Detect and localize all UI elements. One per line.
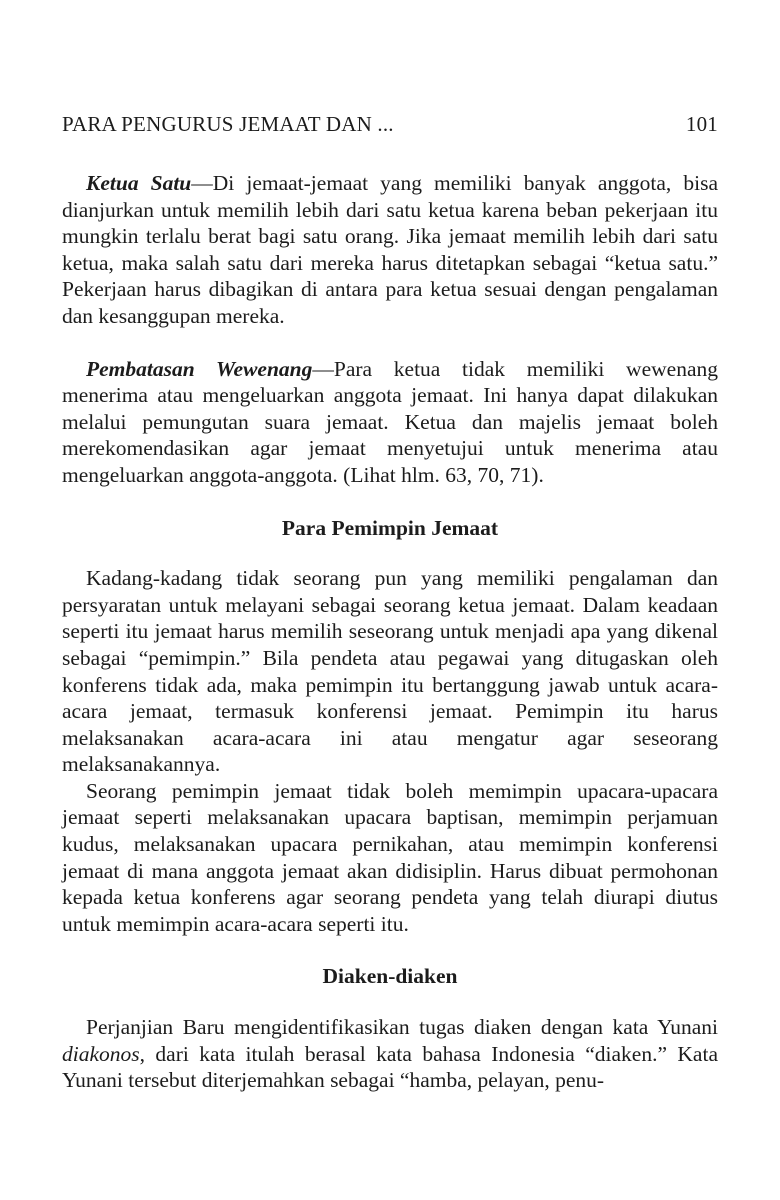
term-pembatasan-wewenang: Pembatasan Wewenang bbox=[86, 356, 313, 381]
paragraph-pembatasan-text: —Para ketua tidak memiliki wewenang menerima atau mengeluarkan anggota jemaat. Ini hanya dapat dilakukan melalui pemungutan suara jemaat. Ketua dan majelis jemaat boleh merekomendasikan agar jemaat menyetujui untuk menerima atau mengeluarkan anggota-anggota. (Lihat hlm. 63, 70, 71). bbox=[62, 356, 718, 487]
paragraph-ketua-satu-text: —Di jemaat-jemaat yang memiliki banyak anggota, bisa dianjurkan untuk memilih lebih dari satu ketua karena beban pekerjaan itu mungkin terlalu berat bagi satu orang. Jika jemaat memilih lebih dari satu ketua, maka salah satu dari mereka harus ditetapkan sebagai “ketua satu.” Pekerjaan harus dibagikan di antara para ketua sesuai dengan pengalaman dan kesanggupan mereka. bbox=[62, 171, 719, 328]
section-heading-pemimpin: Para Pemimpin Jemaat bbox=[281, 515, 499, 540]
section-heading-diaken: Diaken-diaken bbox=[322, 964, 458, 989]
paragraph-diaken-1 bbox=[62, 1014, 718, 1094]
running-header bbox=[62, 112, 718, 137]
running-header-title: PARA PENGURUS JEMAAT DAN ... bbox=[62, 112, 394, 136]
book-page bbox=[62, 112, 718, 1094]
paragraph-ketua-satu bbox=[62, 170, 718, 330]
term-diakonos: diakonos bbox=[62, 1041, 140, 1066]
paragraph-pemimpin-2: Seorang pemimpin jemaat tidak boleh memimpin upacara-upacara jemaat seperti melaksanakan upacara baptisan, memimpin perjamuan kudus, melaksanakan upacara pernikahan, atau memimpin konferensi jemaat di mana anggota jemaat akan didisiplin. Harus dibuat permohonan kepada ketua konferens agar seorang pendeta yang telah diurapi diutus untuk memimpin acara-acara seperti itu. bbox=[62, 778, 718, 936]
paragraph-diaken-text-a: Perjanjian Baru mengidentifikasikan tugas diaken dengan kata Yunani bbox=[86, 1015, 718, 1040]
paragraph-pemimpin-1: Kadang-kadang tidak seorang pun yang memiliki pengalaman dan persyaratan untuk melayani sebagai seorang ketua jemaat. Dalam keadaan seperti itu jemaat harus memilih seseorang untuk menjadi apa yang dikenal sebagai “pemimpin.” Bila pendeta atau pegawai yang ditugaskan oleh konferens tidak ada, maka pemimpin itu bertanggung jawab untuk acara-acara jemaat, termasuk konferensi jemaat. Pemimpin itu harus melaksanakan acara-acara ini atau mengatur agar seseorang melaksanakannya. bbox=[62, 566, 718, 777]
paragraph-diaken-text-b: , dari kata itulah berasal kata bahasa Indonesia “diaken.” Kata Yunani tersebut diterjemahkan sebagai “hamba, pelayan, penu- bbox=[62, 1041, 718, 1093]
term-ketua-satu: Ketua Satu bbox=[86, 171, 192, 195]
page-number: 101 bbox=[685, 112, 718, 136]
paragraph-pembatasan-wewenang bbox=[62, 356, 718, 489]
